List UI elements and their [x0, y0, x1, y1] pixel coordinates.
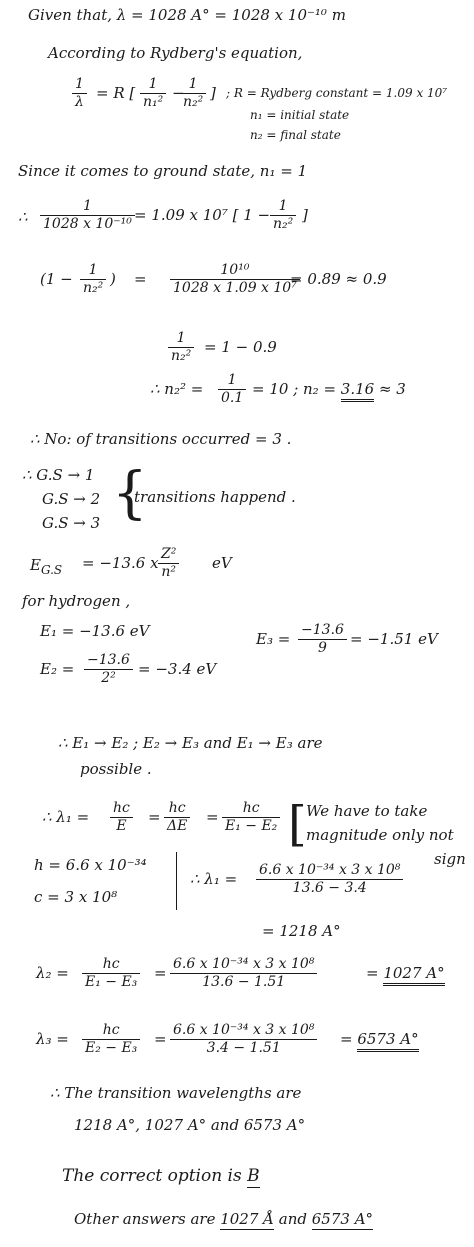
fraction-numerator: hc	[222, 800, 280, 818]
rydberg-heading: According to Rydberg's equation,	[48, 44, 303, 62]
constant-h: h = 6.6 x 10⁻³⁴	[34, 856, 147, 874]
fraction-denominator: 1028 x 1.09 x 10⁷	[173, 280, 297, 296]
fraction-numerator: 1	[168, 330, 194, 348]
lambda-def-lhs: ∴ λ₁ =	[42, 808, 90, 826]
lambda1-fraction	[256, 862, 403, 897]
note-line-3: sign	[434, 850, 466, 868]
step4-value: 3.16	[341, 380, 374, 402]
energy-fraction	[158, 546, 179, 581]
lambda-def-eq3: =	[206, 808, 219, 826]
rydberg-lhs-fraction	[72, 76, 87, 111]
lambda-def-fraction-2	[164, 800, 190, 835]
correct-option	[62, 1166, 260, 1186]
step2-fraction	[170, 262, 300, 297]
rydberg-close: ]	[210, 84, 216, 102]
step2-result: = 0.89 ≈ 0.9	[290, 270, 387, 288]
rydberg-legend-n2: n₂ = final state	[250, 128, 341, 142]
transitions-count: ∴ No: of transitions occurred = 3 .	[30, 430, 292, 448]
step1-lambda-fraction	[40, 198, 135, 233]
fraction-numerator: hc	[164, 800, 190, 818]
note-bracket: [	[288, 796, 307, 852]
fraction-denominator: n₂²	[83, 280, 104, 296]
given-line: Given that, λ = 1028 A° = 1028 x 10⁻¹⁰ m	[28, 6, 346, 24]
energy-lhs	[30, 556, 62, 579]
fraction-numerator: 6.6 x 10⁻³⁴ x 3 x 10⁸	[170, 956, 317, 974]
fraction-denominator: n₁²	[143, 94, 164, 110]
lambda2-result-pre: =	[366, 964, 384, 982]
step2-lhs-fraction	[80, 262, 106, 297]
fraction-numerator: hc	[82, 1022, 140, 1040]
note-line-1: We have to take	[306, 802, 428, 820]
energy-eq: = −13.6 x	[82, 554, 159, 572]
fraction-denominator: 2²	[101, 670, 116, 686]
energy-symbol: E	[30, 556, 41, 574]
energy-e2-rhs: = −3.4 eV	[138, 660, 217, 678]
fraction-numerator: 10¹⁰	[170, 262, 300, 280]
lambda-def-fraction-3	[222, 800, 280, 835]
energy-e2-lhs: E₂ =	[40, 660, 75, 678]
step1-rhs: = 1.09 x 10⁷ [ 1 −	[134, 206, 271, 224]
fraction-numerator: 1	[80, 262, 106, 280]
other-answer-2: 6573 A°	[311, 1210, 374, 1228]
step4-mid: = 10 ; n₂ =	[252, 380, 341, 398]
therefore-sign: ∴	[18, 208, 28, 226]
lambda1-lhs: ∴ λ₁ =	[190, 870, 238, 888]
separator-line	[176, 852, 177, 910]
for-hydrogen: for hydrogen ,	[22, 592, 131, 610]
lambda2-lhs: λ₂ =	[36, 964, 69, 982]
lambda2-result-value: 1027 A°	[383, 964, 444, 986]
fraction-denominator: E₁ − E₂	[225, 818, 278, 834]
gs-brace: {	[112, 461, 148, 526]
fraction-numerator: 1	[140, 76, 166, 94]
note-line-2: magnitude only not	[306, 826, 454, 844]
conclusion-line-2: 1218 A°, 1027 A° and 6573 A°	[74, 1116, 306, 1134]
fraction-numerator: 1	[270, 198, 296, 216]
lambda3-eq: =	[154, 1030, 167, 1048]
energy-unit: eV	[212, 554, 232, 572]
gs-item-2: G.S → 2	[42, 490, 101, 508]
gs-item-1: ∴ G.S → 1	[22, 466, 95, 484]
lambda3-result-value: 6573 A°	[357, 1030, 418, 1052]
conclusion-line-1: ∴ The transition wavelengths are	[50, 1084, 302, 1102]
other-answers-and: and	[274, 1210, 312, 1228]
fraction-numerator: −13.6	[298, 622, 347, 640]
step4-result	[252, 380, 406, 398]
lambda1-result: = 1218 A°	[262, 922, 341, 940]
fraction-numerator: Z²	[158, 546, 179, 564]
lambda3-fraction-1	[82, 1022, 140, 1057]
rydberg-minus: −	[172, 84, 185, 102]
fraction-denominator: E₁ − E₃	[85, 974, 138, 990]
lambda3-lhs: λ₃ =	[36, 1030, 69, 1048]
energy-e3-fraction	[298, 622, 347, 657]
lambda2-fraction-2	[170, 956, 317, 991]
lambda3-fraction-2	[170, 1022, 317, 1057]
other-answers-label: Other answers are	[74, 1210, 221, 1228]
step1-close: ]	[302, 206, 308, 224]
lambda-def-eq2: =	[148, 808, 161, 826]
constant-c: c = 3 x 10⁸	[34, 888, 118, 906]
step2-lhs: (1 −	[40, 270, 73, 288]
fraction-denominator: n₂²	[273, 216, 294, 232]
rydberg-n2-fraction	[180, 76, 206, 111]
fraction-denominator: 9	[317, 640, 327, 656]
step3-fraction	[168, 330, 194, 365]
lambda3-result	[340, 1030, 419, 1048]
possible-line-2: possible .	[80, 760, 152, 778]
fraction-denominator: E	[116, 818, 127, 834]
step4-lhs: ∴ n₂² =	[150, 380, 204, 398]
rydberg-n1-fraction	[140, 76, 166, 111]
step3-rhs: = 1 − 0.9	[204, 338, 277, 356]
energy-e1: E₁ = −13.6 eV	[40, 622, 150, 640]
fraction-numerator: 6.6 x 10⁻³⁴ x 3 x 10⁸	[170, 1022, 317, 1040]
fraction-denominator: 3.4 − 1.51	[206, 1040, 281, 1056]
step2-eq: =	[134, 270, 147, 288]
fraction-numerator: 1	[72, 76, 87, 94]
lambda2-result	[366, 964, 445, 982]
possible-line-1: ∴ E₁ → E₂ ; E₂ → E₃ and E₁ → E₃ are	[58, 734, 323, 752]
fraction-denominator: 0.1	[221, 390, 244, 406]
fraction-numerator: hc	[82, 956, 140, 974]
energy-e3-rhs: = −1.51 eV	[350, 630, 438, 648]
energy-e2-fraction	[84, 652, 133, 687]
lambda2-eq: =	[154, 964, 167, 982]
gs-item-3: G.S → 3	[42, 514, 101, 532]
fraction-numerator: 1	[40, 198, 135, 216]
ground-state-line: Since it comes to ground state, n₁ = 1	[18, 162, 308, 180]
step4-fraction	[218, 372, 246, 407]
fraction-numerator: −13.6	[84, 652, 133, 670]
other-answer-1: 1027 Å	[220, 1210, 274, 1228]
rydberg-legend-n1: n₁ = initial state	[250, 108, 350, 122]
lambda2-fraction-1	[82, 956, 140, 991]
lambda3-result-pre: =	[340, 1030, 358, 1048]
fraction-numerator: hc	[110, 800, 133, 818]
fraction-numerator: 1	[218, 372, 246, 390]
rydberg-legend-r: ; R = Rydberg constant = 1.09 x 10⁷	[226, 86, 448, 100]
fraction-denominator: ΔE	[167, 818, 188, 834]
fraction-denominator: 1028 x 10⁻¹⁰	[43, 216, 132, 232]
lambda-def-fraction-1	[110, 800, 133, 835]
fraction-denominator: n₂²	[183, 94, 204, 110]
fraction-denominator: n₂²	[171, 348, 192, 364]
energy-e3-lhs: E₃ =	[256, 630, 291, 648]
rydberg-eq-mid: = R [	[96, 84, 136, 102]
other-answers	[74, 1210, 373, 1228]
fraction-denominator: λ	[75, 94, 84, 110]
fraction-denominator: n²	[161, 564, 176, 580]
fraction-numerator: 6.6 x 10⁻³⁴ x 3 x 10⁸	[256, 862, 403, 880]
correct-option-value: B	[247, 1166, 260, 1186]
fraction-denominator: 13.6 − 1.51	[202, 974, 286, 990]
fraction-denominator: 13.6 − 3.4	[292, 880, 367, 896]
step2-lhs-close: )	[110, 270, 116, 288]
fraction-denominator: E₂ − E₃	[85, 1040, 138, 1056]
step1-n2-fraction	[270, 198, 296, 233]
energy-subscript: G.S	[40, 563, 63, 577]
fraction-numerator: 1	[180, 76, 206, 94]
correct-option-label: The correct option is	[62, 1166, 248, 1186]
gs-note: transitions happend .	[134, 488, 296, 506]
step4-tail: ≈ 3	[374, 380, 406, 398]
